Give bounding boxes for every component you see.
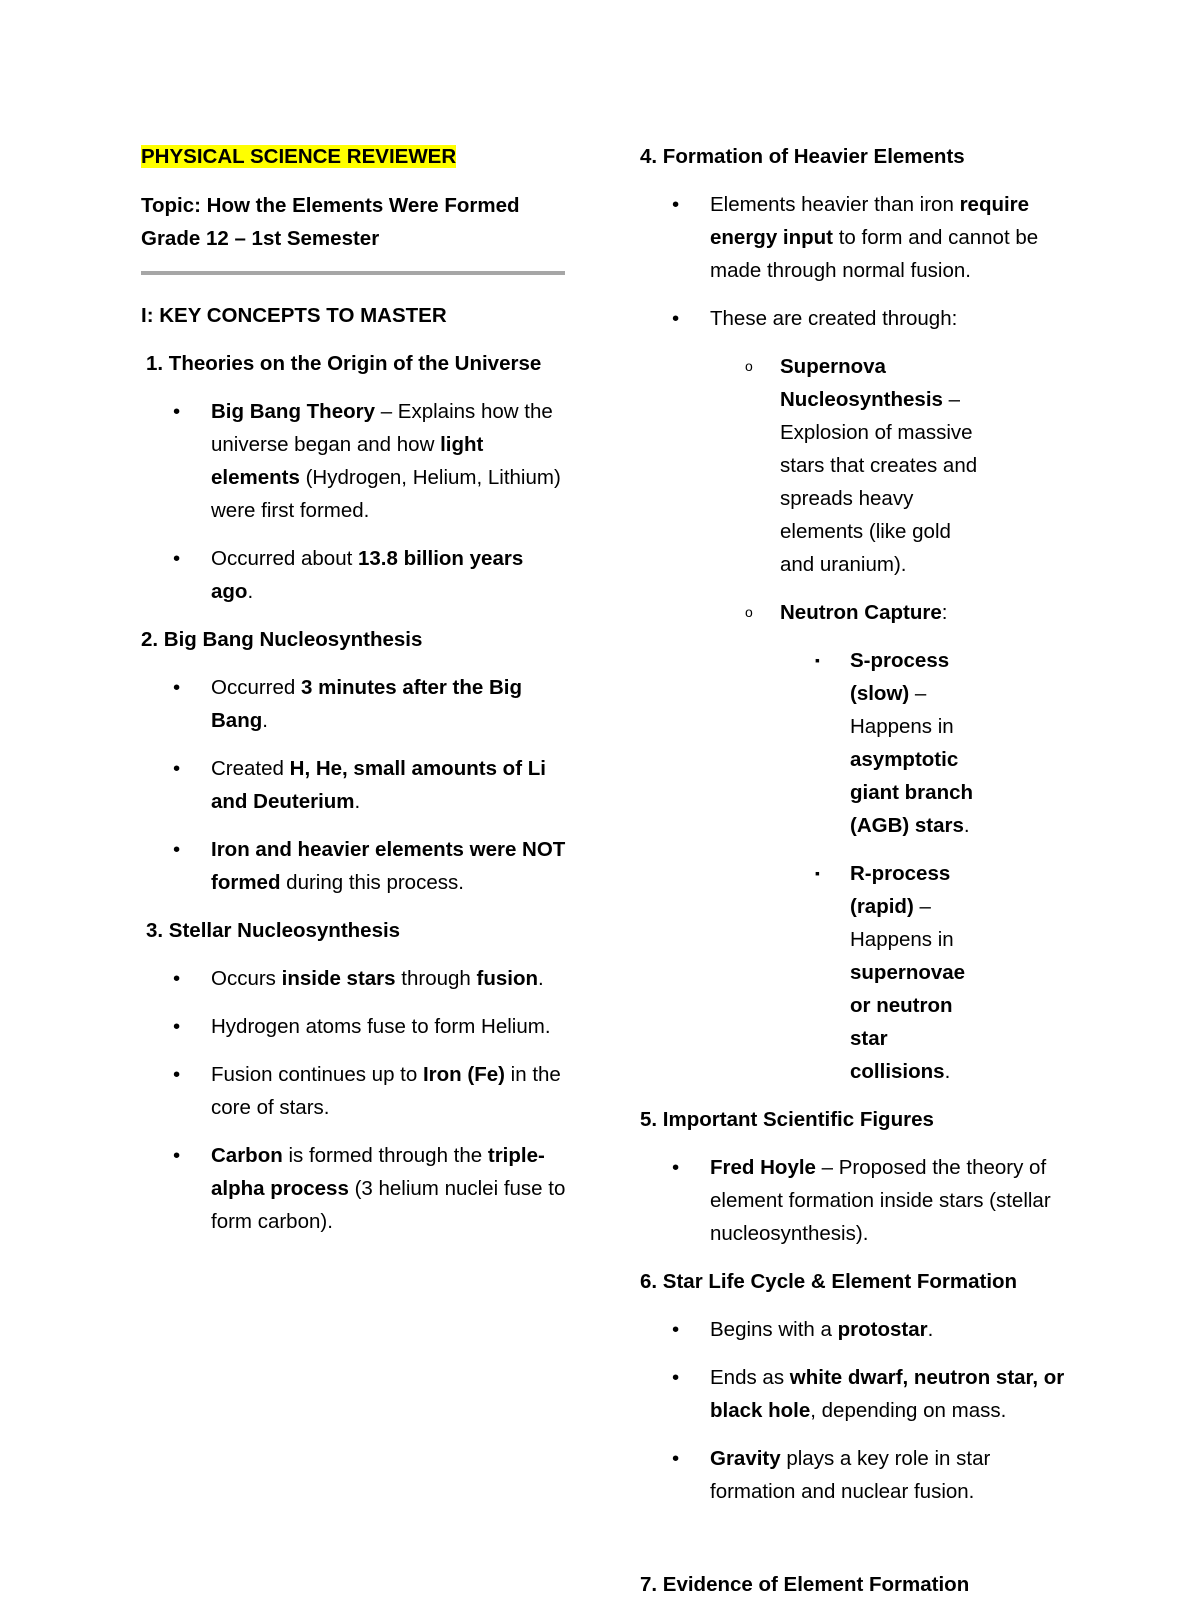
left-column	[141, 140, 571, 1253]
sub-list-item: o Neutron Capture: ▪ S-process (slow) – Happens in asymptotic giant branch (AGB) stars. ▪ R-process (rapid) – Happens in supernovae or neutron star collisions.	[710, 596, 980, 1088]
section-heading: I: KEY CONCEPTS TO MASTER	[141, 304, 447, 327]
list-item: • Fred Hoyle – Proposed the theory of element formation inside stars (stellar nucleosynthesis).	[640, 1151, 1080, 1250]
bullet-marker: •	[173, 1063, 181, 1086]
sub-list-item: o Supernova Nucleosynthesis – Explosion of massive stars that creates and spreads heavy elements (like gold and uranium).	[710, 350, 980, 581]
list-item: • Gravity plays a key role in star formation and nuclear fusion.	[640, 1442, 1080, 1508]
bullet-marker: •	[672, 1447, 680, 1470]
bullet-marker: •	[672, 1366, 680, 1389]
list-item: • Occurred 3 minutes after the Big Bang.	[141, 671, 571, 737]
bullet-marker: •	[173, 676, 181, 699]
s4-heading: 4. Formation of Heavier Elements	[640, 145, 965, 168]
s2-heading: 2. Big Bang Nucleosynthesis	[141, 628, 423, 651]
s3-heading: 3. Stellar Nucleosynthesis	[146, 919, 401, 942]
list-item: • These are created through: o Supernova Nucleosynthesis – Explosion of massive stars that creates and spreads heavy elements (like gold and uranium). o Neutron Capture: ▪ S-process (slow) – Happens in asymptotic giant branch (AGB) stars. ▪ R-process (rapid) – Happens in supernovae or neutron star collisions.	[640, 302, 1080, 1088]
list-item: • Carbon is formed through the triple-alpha process (3 helium nuclei fuse to form carbon).	[141, 1139, 571, 1238]
list-item: • Elements heavier than iron require energy input to form and cannot be made through normal fusion.	[640, 188, 1080, 287]
bullet-marker: •	[173, 838, 181, 861]
s2-list	[141, 671, 571, 899]
bullet-marker: •	[173, 1015, 181, 1038]
bullet-marker: •	[173, 547, 181, 570]
document-meta	[141, 189, 571, 255]
sub-sub-list-item: ▪ R-process (rapid) – Happens in supernovae or neutron star collisions.	[780, 857, 980, 1088]
s7-heading: 7. Evidence of Element Formation	[640, 1573, 970, 1596]
bullet-marker: •	[672, 307, 680, 330]
bullet-marker: •	[672, 1318, 680, 1341]
square-marker: ▪	[815, 652, 820, 668]
list-item: • Created H, He, small amounts of Li and Deuterium.	[141, 752, 571, 818]
s1-list	[141, 395, 571, 608]
s6-list	[640, 1313, 1080, 1508]
s4-subsublist	[780, 644, 980, 1088]
bullet-marker: •	[173, 1144, 181, 1167]
s5-heading: 5. Important Scientific Figures	[640, 1108, 934, 1131]
list-item: • Begins with a protostar.	[640, 1313, 1080, 1346]
sub-sub-list-item: ▪ S-process (slow) – Happens in asymptotic giant branch (AGB) stars.	[780, 644, 980, 842]
circle-marker: o	[745, 604, 753, 620]
s1-heading: 1. Theories on the Origin of the Universe	[146, 352, 542, 375]
list-item: • Fusion continues up to Iron (Fe) in the core of stars.	[141, 1058, 571, 1124]
s4-sublist	[710, 350, 980, 1088]
bullet-marker: •	[173, 757, 181, 780]
s3-list	[141, 962, 571, 1238]
circle-marker: o	[745, 358, 753, 374]
list-item: • Big Bang Theory – Explains how the universe began and how light elements (Hydrogen, Helium, Lithium) were first formed.	[141, 395, 571, 527]
bullet-marker: •	[173, 400, 181, 423]
bullet-marker: •	[672, 1156, 680, 1179]
list-item: • Occurs inside stars through fusion.	[141, 962, 571, 995]
list-item: • Hydrogen atoms fuse to form Helium.	[141, 1010, 571, 1043]
list-item: • Occurred about 13.8 billion years ago.	[141, 542, 571, 608]
spacer	[640, 1523, 1080, 1568]
bullet-marker: •	[672, 193, 680, 216]
grade-line: Grade 12 – 1st Semester	[141, 227, 380, 250]
list-item: • Ends as white dwarf, neutron star, or black hole, depending on mass.	[640, 1361, 1080, 1427]
s4-list	[640, 188, 1080, 1088]
document-title: PHYSICAL SCIENCE REVIEWER	[141, 145, 457, 168]
s6-heading: 6. Star Life Cycle & Element Formation	[640, 1270, 1018, 1293]
s5-list	[640, 1151, 1080, 1250]
bullet-marker: •	[173, 967, 181, 990]
topic-line: Topic: How the Elements Were Formed	[141, 194, 520, 217]
list-item: • Iron and heavier elements were NOT formed during this process.	[141, 833, 571, 899]
right-column	[640, 140, 1080, 1616]
horizontal-divider	[141, 271, 565, 275]
square-marker: ▪	[815, 865, 820, 881]
